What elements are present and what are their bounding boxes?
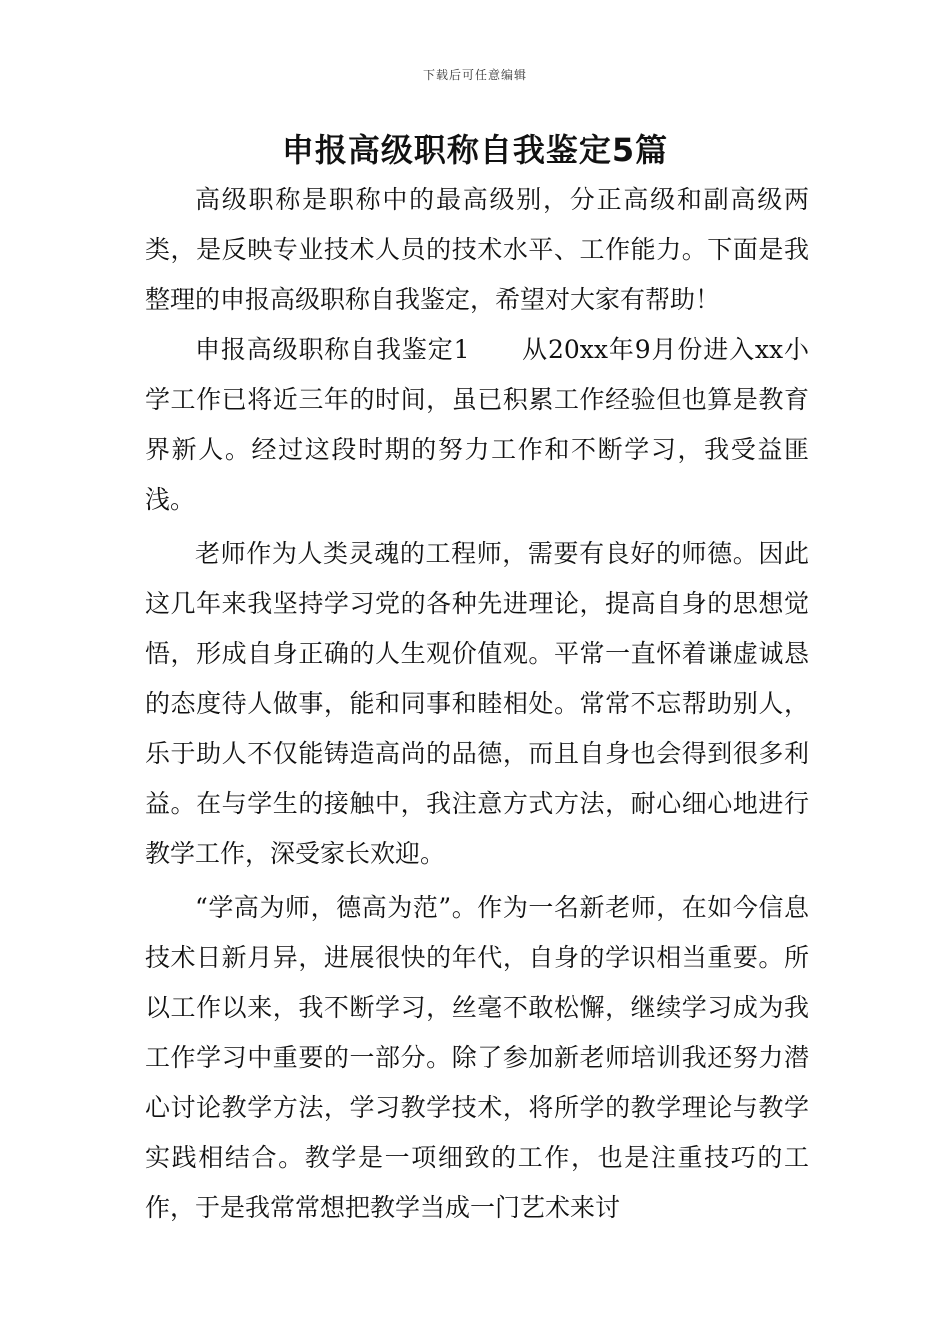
- paragraph-intro: 高级职称是职称中的最高级别，分正高级和副高级两类，是反映专业技术人员的技术水平、工作能力。下面是我整理的申报高级职称自我鉴定，希望对大家有帮助！: [145, 185, 809, 314]
- document-body: [145, 175, 809, 1233]
- paragraph-ethics: 老师作为人类灵魂的工程师，需要有良好的师德。因此这几年来我坚持学习党的各种先进理论，提高自身的思想觉悟，形成自身正确的人生观价值观。平常一直怀着谦虚诚恳的态度待人做事，能和同事和睦相处。常常不忘帮助别人，乐于助人不仅能铸造高尚的品德，而且自身也会得到很多利益。在与学生的接触中，我注意方式方法，耐心细心地进行教学工作，深受家长欢迎。: [145, 539, 809, 868]
- document-title: 申报高级职称自我鉴定5篇: [281, 131, 669, 169]
- paragraph-learning: “学高为师，德高为范”。作为一名新老师，在如今信息技术日新月异，进展很快的年代，自身的学识相当重要。所以工作以来，我不断学习，丝毫不敢松懈，继续学习成为我工作学习中重要的一部分。除了参加新老师培训我还努力潜心讨论教学方法，学习教学技术，将所学的教学理论与教学实践相结合。教学是一项细致的工作，也是注重技巧的工作，于是我常常想把教学当成一门艺术来讨: [145, 893, 809, 1222]
- header-note: 下载后可任意编辑: [422, 68, 527, 82]
- paragraph-section-1-start: 申报高级职称自我鉴定1 从20xx年9月份进入xx小学工作已将近三年的时间，虽已积累工作经验但也算是教育界新人。经过这段时期的努力工作和不断学习，我受益匪浅。: [145, 335, 809, 514]
